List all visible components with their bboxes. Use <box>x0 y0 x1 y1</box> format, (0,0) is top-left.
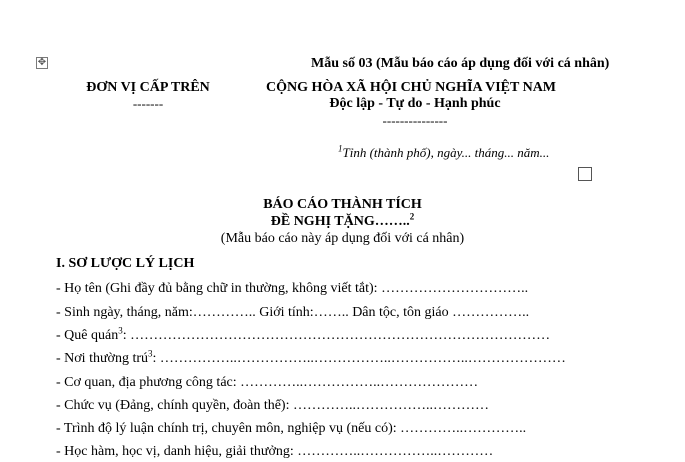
nation-motto: Độc lập - Tự do - Hạnh phúc <box>329 96 501 111</box>
place-date-footnote: 1 <box>338 143 343 154</box>
report-title-line2 <box>0 211 685 230</box>
report-title: BÁO CÁO THÀNH TÍCH <box>263 197 422 212</box>
field-hometown-dots: : ……………………………………………………………………………… <box>122 328 551 343</box>
field-residence-dots: : ……………..……………..……………..……………..………………… <box>152 351 566 366</box>
nation-name: CỘNG HÒA XÃ HỘI CHỦ NGHĨA VIỆT NAM <box>266 80 557 95</box>
field-hometown-footnote: 3 <box>118 325 123 336</box>
report-subject: ĐỀ NGHỊ TẶNG…….. <box>270 214 410 229</box>
checkbox[interactable] <box>578 167 592 181</box>
field-qualification: - Trình độ lý luận chính trị, chuyên môn, nghiệp vụ (nếu có): …………..………….. <box>56 421 527 436</box>
table-move-handle-icon[interactable]: ✥ <box>37 57 47 68</box>
field-residence-footnote: 3 <box>148 348 153 359</box>
field-workplace: - Cơ quan, địa phương công tác: …………..……………..………………… <box>56 375 479 390</box>
field-full-name: - Họ tên (Ghi đầy đủ bằng chữ in thường, không viết tắt): ………………………….. <box>56 281 529 296</box>
field-residence-label: - Nơi thường trú <box>56 351 148 366</box>
field-position: - Chức vụ (Đảng, chính quyền, đoàn thể): …………..……………..………… <box>56 398 489 413</box>
place-date-line <box>338 145 549 161</box>
report-subtitle: (Mẫu báo cáo này áp dụng đối với cá nhân) <box>220 231 465 246</box>
field-academic-titles: - Học hàm, học vị, danh hiệu, giải thưởng: …………..……………..………… <box>56 444 494 459</box>
nation-dashes: --------------- <box>382 113 448 128</box>
form-number: Mẫu số 03 (Mẫu báo cáo áp dụng đối với cá nhân) <box>311 56 610 71</box>
field-hometown-label: - Quê quán <box>56 328 119 343</box>
org-dashes: ------- <box>132 96 164 111</box>
section-heading: I. SƠ LƯỢC LÝ LỊCH <box>56 256 195 271</box>
place-date: Tỉnh (thành phố), ngày... tháng... năm... <box>342 145 550 160</box>
report-title-footnote: 2 <box>409 211 415 222</box>
org-name: ĐƠN VỊ CẤP TRÊN <box>86 80 210 95</box>
field-birth-gender-ethnicity: - Sinh ngày, tháng, năm:………….. Giới tính:…….. Dân tộc, tôn giáo …………….. <box>56 305 530 320</box>
field-residence <box>56 348 566 367</box>
field-hometown <box>56 325 551 344</box>
